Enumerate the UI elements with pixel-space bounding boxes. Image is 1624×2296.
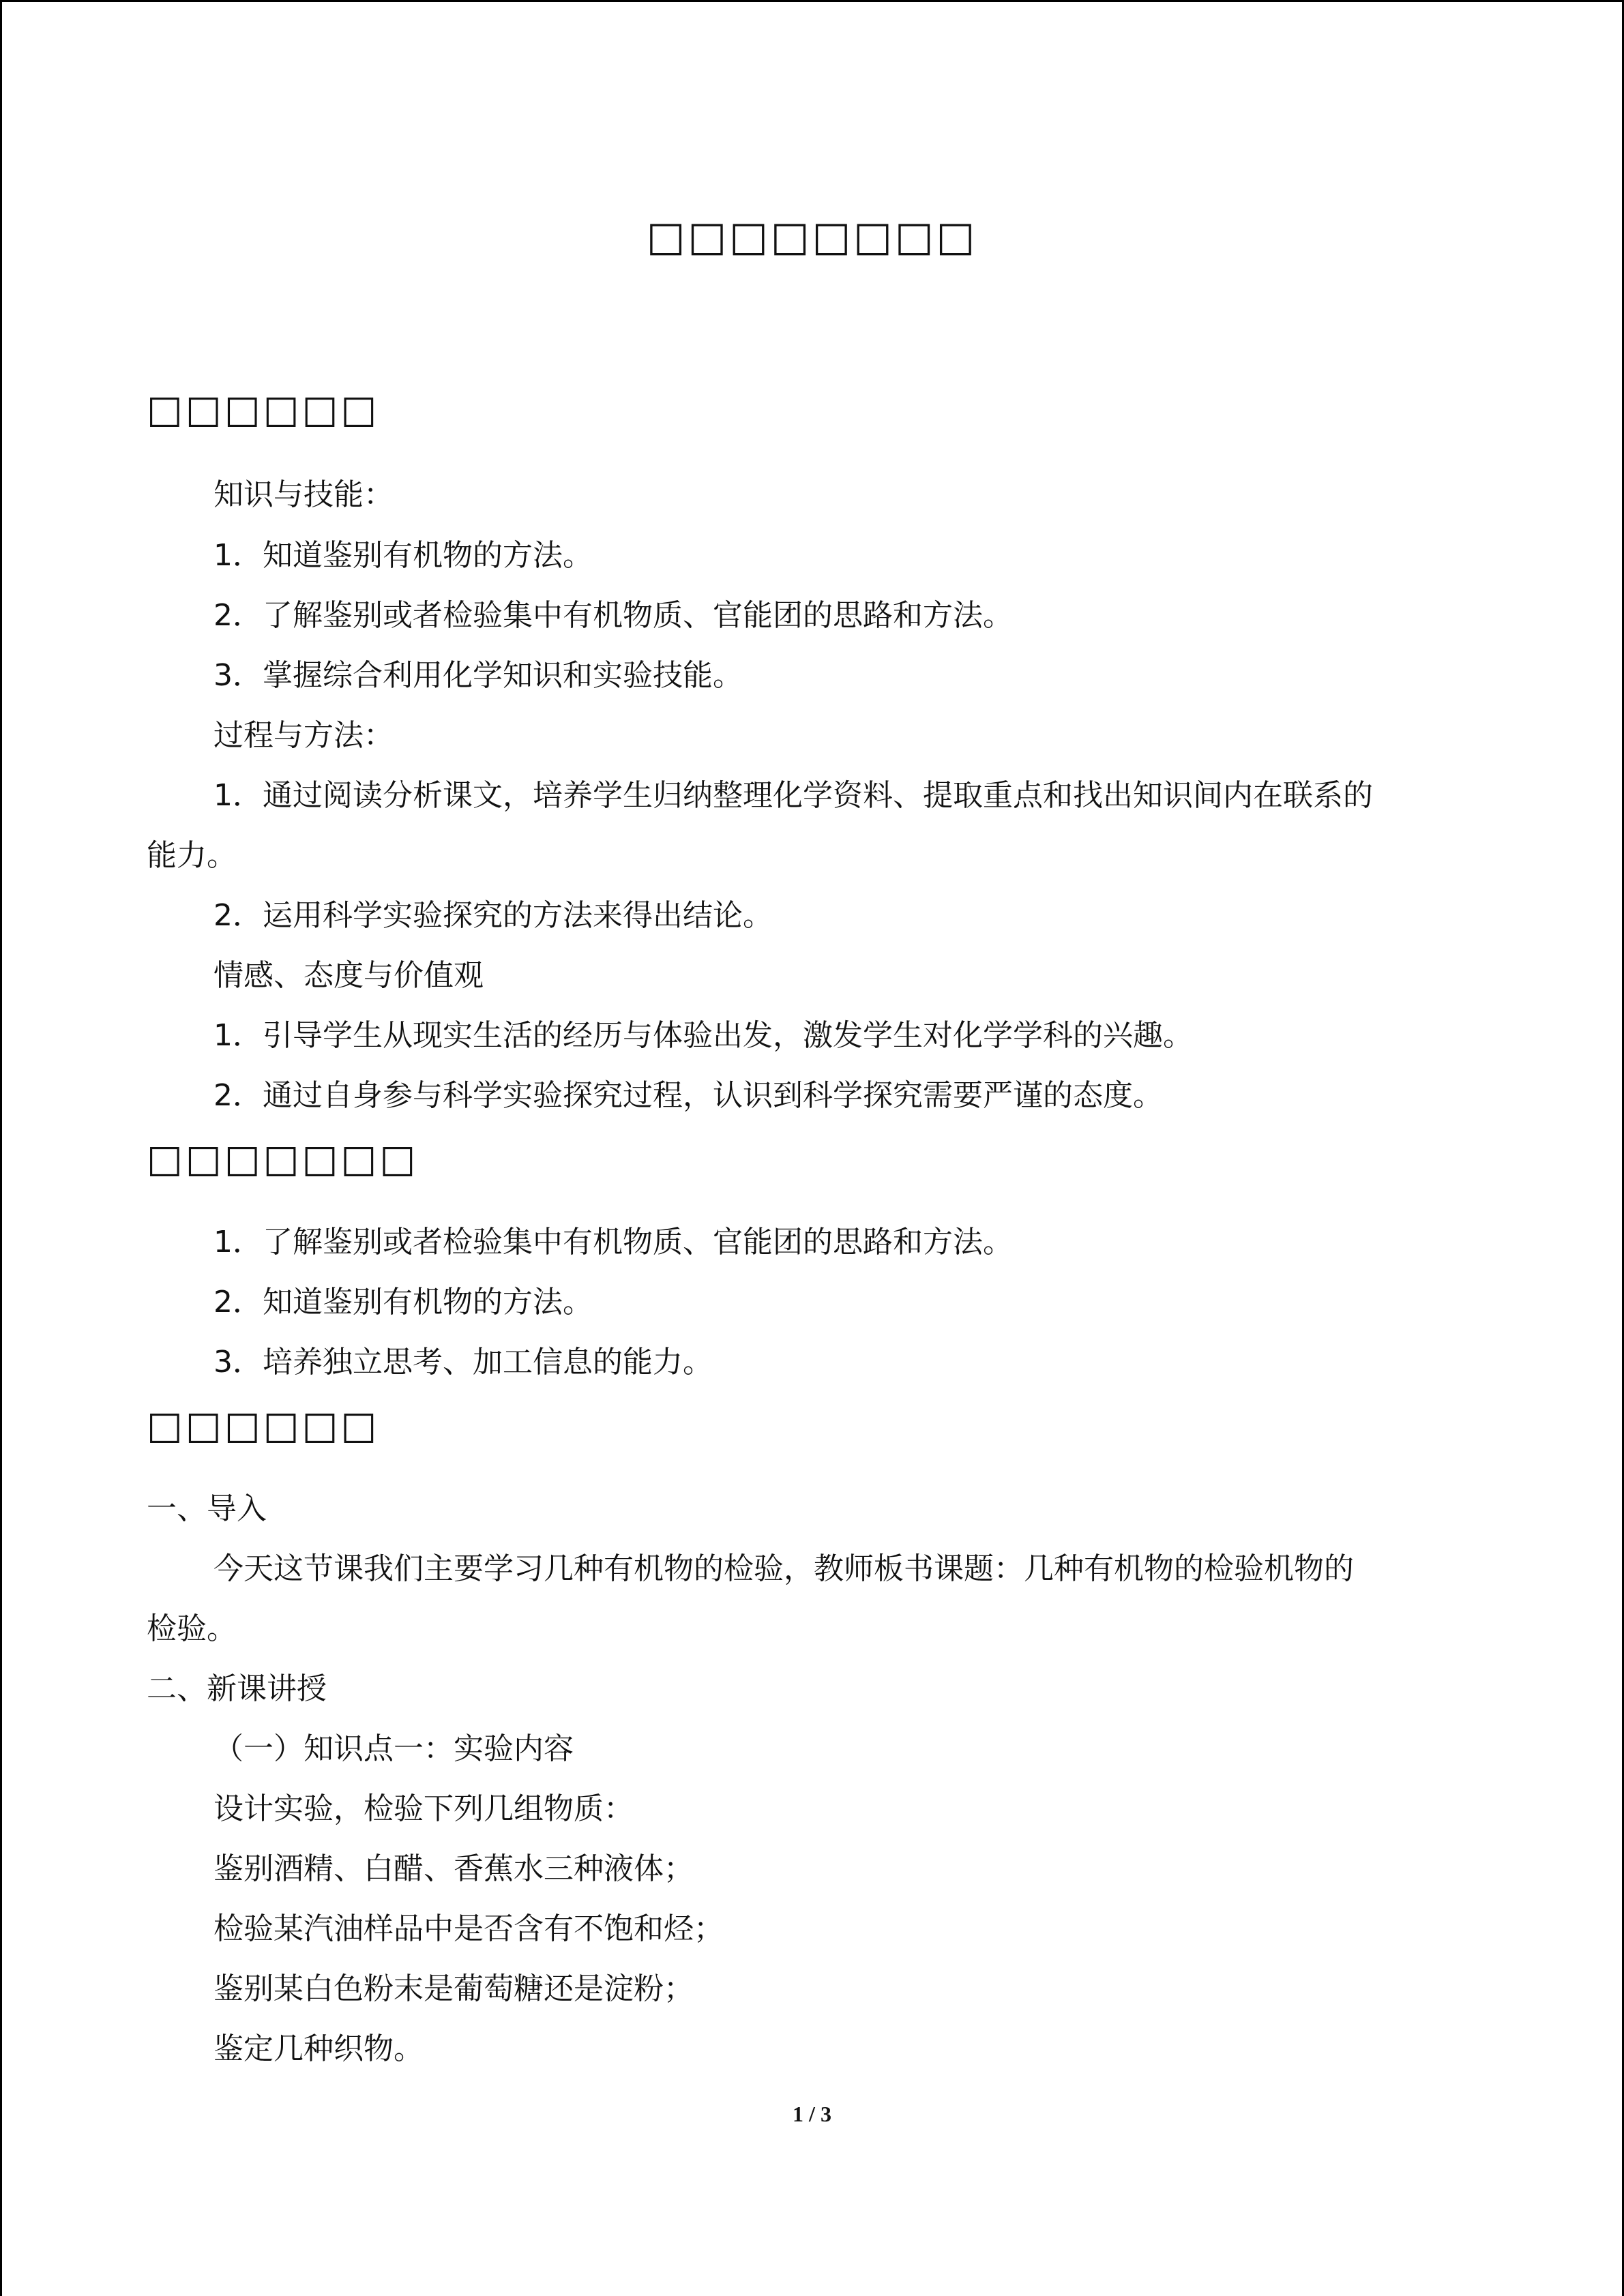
text-line: 检验。: [147, 1611, 237, 1646]
text-line: 一、导入: [147, 1491, 267, 1526]
text-line: 能力。: [147, 838, 237, 873]
text-line: 过程与方法：: [213, 718, 394, 753]
text-line: 2．运用科学实验探究的方法来得出结论。: [213, 898, 773, 933]
page-number: 1 / 3: [793, 2102, 831, 2126]
text-line: 2．知道鉴别有机物的方法。: [213, 1285, 593, 1320]
text-line: 情感、态度与价值观: [213, 958, 484, 993]
text-line: 1．通过阅读分析课文，培养学生归纳整理化学资料、提取重点和找出知识间内在联系的: [213, 778, 1373, 813]
text-line: 1．引导学生从现实生活的经历与体验出发，激发学生对化学学科的兴趣。: [213, 1018, 1193, 1053]
text-line: 2．了解鉴别或者检验集中有机物质、官能团的思路和方法。: [213, 598, 1013, 633]
text-line: 鉴别酒精、白醋、香蕉水三种液体；: [213, 1851, 694, 1886]
text-line: 二、新课讲授: [147, 1671, 327, 1706]
text-line: 1．知道鉴别有机物的方法。: [213, 538, 593, 573]
text-line: 鉴别某白色粉末是葡萄糖还是淀粉；: [213, 1971, 694, 2006]
text-line: 今天这节课我们主要学习几种有机物的检验，教师板书课题：几种有机物的检验机物的: [213, 1551, 1354, 1586]
text-line: 检验某汽油样品中是否含有不饱和烃；: [213, 1911, 724, 1946]
text-line: 3．掌握综合利用化学知识和实验技能。: [213, 658, 743, 693]
text-line: （一）知识点一：实验内容: [213, 1731, 574, 1766]
text-line: 3．培养独立思考、加工信息的能力。: [213, 1345, 713, 1380]
section-heading-key-points: □□□□□□□: [147, 1137, 419, 1181]
document-title: □□□□□□□□: [646, 213, 978, 260]
text-line: 鉴定几种织物。: [213, 2031, 424, 2066]
text-line: 2．通过自身参与科学实验探究过程，认识到科学探究需要严谨的态度。: [213, 1078, 1163, 1113]
section-heading-process: □□□□□□: [147, 1403, 380, 1448]
section-heading-objectives: □□□□□□: [147, 387, 380, 432]
text-line: 知识与技能：: [213, 477, 394, 512]
text-line: 1．了解鉴别或者检验集中有机物质、官能团的思路和方法。: [213, 1225, 1013, 1259]
text-line: 设计实验，检验下列几组物质：: [213, 1791, 634, 1826]
